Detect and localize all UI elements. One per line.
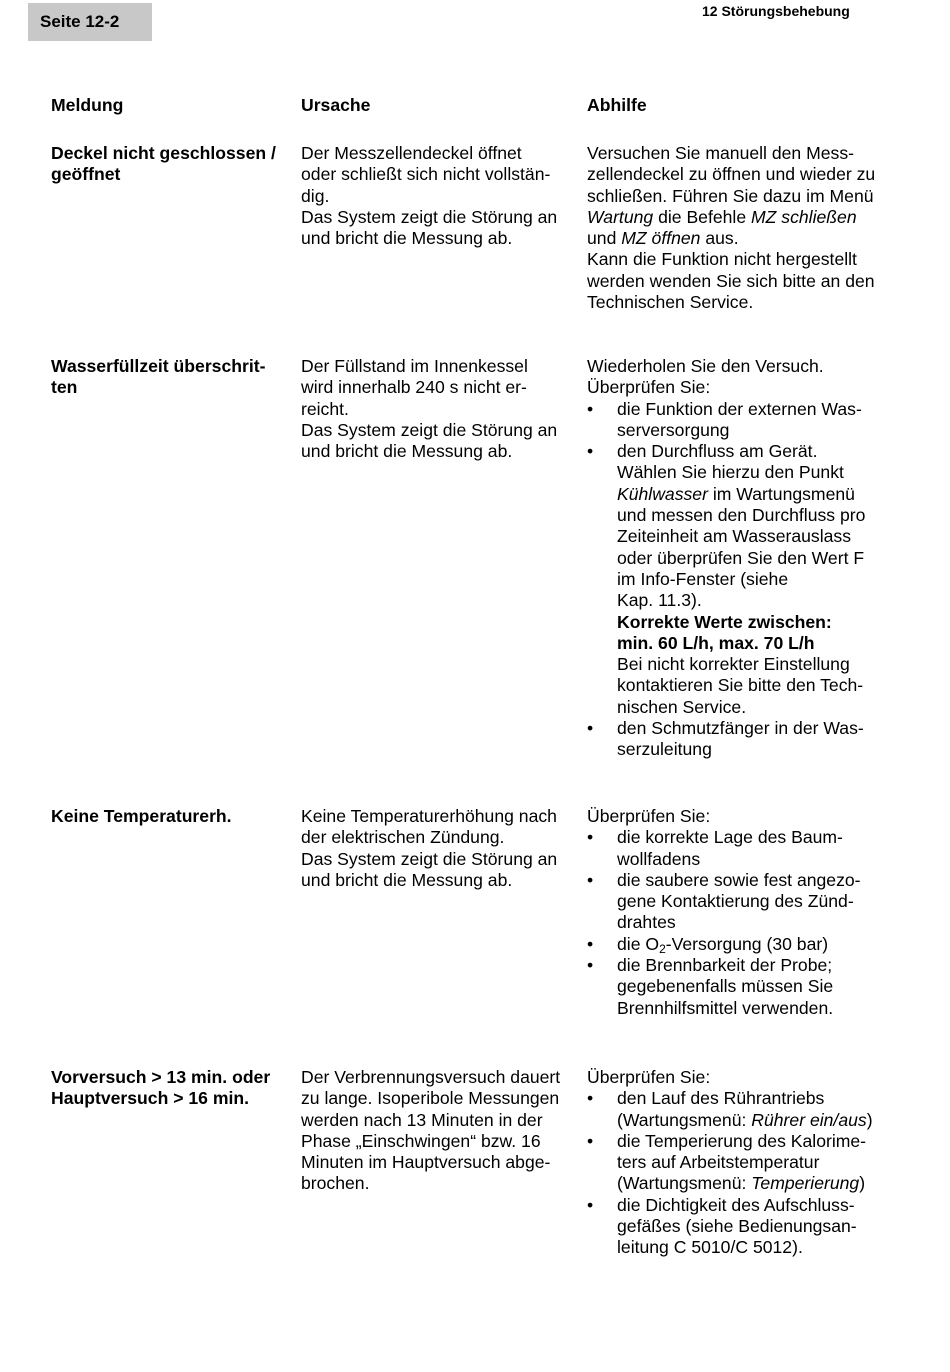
text-line: • die Funktion der externen Was- <box>617 398 862 419</box>
text-span: (Wartungsmenü: <box>617 1109 752 1130</box>
row-4-meldung <box>51 1067 296 1110</box>
text-line: • den Schmutzfänger in der Was- <box>617 718 864 739</box>
row-1-abhilfe <box>587 143 907 313</box>
text-line: Wiederholen Sie den Versuch. <box>587 356 824 376</box>
row-4-ursache <box>301 1067 583 1195</box>
text-line: Versuchen Sie manuell den Mess- <box>587 143 854 163</box>
text-line: werden wenden Sie sich bitte an den <box>587 270 875 291</box>
list-item <box>587 718 907 761</box>
list-item <box>587 827 907 870</box>
text-line: Überprüfen Sie: <box>587 806 711 826</box>
header-meldung: Meldung <box>51 95 124 115</box>
text-line: zu lange. Isoperibole Messungen <box>301 1088 560 1109</box>
text-line: Kann die Funktion nicht hergestellt <box>587 249 857 270</box>
chapter-title: 12 Störungsbehebung <box>702 3 850 19</box>
command-name: MZ schließen <box>751 206 857 227</box>
text-line: • die saubere sowie fest angezo- <box>617 869 861 890</box>
text-line: oder überprüfen Sie den Wert F <box>617 547 865 568</box>
text-line: ters auf Arbeitstemperatur <box>617 1152 820 1173</box>
text-line: schließen. Führen Sie dazu im Menü <box>587 185 874 206</box>
text-line: Der Verbrennungsversuch dauert <box>301 1067 561 1087</box>
list-item <box>587 441 907 718</box>
text-line: werden nach 13 Minuten in der <box>301 1109 543 1130</box>
text-line: und bricht die Messung ab. <box>301 869 513 890</box>
text-line: geöffnet <box>51 164 121 185</box>
row-3-meldung <box>51 806 296 827</box>
row-3-ursache <box>301 806 583 891</box>
text-line: Phase „Einschwingen“ bzw. 16 <box>301 1130 541 1151</box>
text-line: Wasserfüllzeit überschrit- <box>51 356 266 376</box>
page-number-badge: Seite 12-2 <box>28 3 152 41</box>
text-line: • die Brennbarkeit der Probe; <box>617 955 833 976</box>
row-1-ursache <box>301 143 583 249</box>
menu-entry: Temperierung <box>751 1173 860 1194</box>
text-line: dig. <box>301 185 330 206</box>
text-span: -Versorgung (30 bar) <box>665 933 829 954</box>
list-item <box>587 1131 907 1195</box>
text-line: • die Temperierung des Kalorime- <box>617 1130 867 1151</box>
text-span: im Wartungsmenü <box>707 483 855 504</box>
check-list <box>587 1088 907 1258</box>
text-line: Hauptversuch > 16 min. <box>51 1088 249 1109</box>
text-line: der elektrischen Zündung. <box>301 827 505 848</box>
list-item <box>587 399 907 442</box>
text-line: • den Lauf des Rührantriebs <box>617 1088 825 1109</box>
text-line: brochen. <box>301 1173 370 1194</box>
text-line: Korrekte Werte zwischen: <box>617 611 832 632</box>
text-line: Zeiteinheit am Wasserauslass <box>617 526 852 547</box>
text-span: die O <box>617 933 660 954</box>
text-span: (Wartungsmenü: <box>617 1173 752 1194</box>
text-line: und bricht die Messung ab. <box>301 228 513 249</box>
text-line: wollfadens <box>617 848 701 869</box>
text-line: und messen den Durchfluss pro <box>617 505 866 526</box>
text-line <box>617 934 907 955</box>
text-line: serversorgung <box>617 419 730 440</box>
text-line: Das System zeigt die Störung an <box>301 206 558 227</box>
menu-name: Wartung <box>587 206 654 227</box>
text-line: ten <box>51 377 78 398</box>
text-line <box>587 228 907 249</box>
header-abhilfe: Abhilfe <box>587 95 647 115</box>
text-line <box>617 1173 907 1194</box>
text-span: ) <box>859 1173 866 1194</box>
header-ursache: Ursache <box>301 95 371 115</box>
text-line: im Info-Fenster (siehe <box>617 568 789 589</box>
text-span: die Befehle <box>653 206 752 227</box>
text-line: nischen Service. <box>617 696 747 717</box>
text-line: Überprüfen Sie: <box>587 377 711 398</box>
text-line: kontaktieren Sie bitte den Tech- <box>617 675 864 696</box>
text-line <box>587 207 907 228</box>
text-line: min. 60 L/h, max. 70 L/h <box>617 632 815 653</box>
list-item <box>587 955 907 1019</box>
text-line: gefäßes (siehe Bedienungsan- <box>617 1216 857 1237</box>
list-item <box>587 1195 907 1259</box>
text-line: Bei nicht korrekter Einstellung <box>617 654 850 675</box>
text-line: Keine Temperaturerhöhung nach <box>301 806 557 826</box>
text-line: Der Füllstand im Innenkessel <box>301 356 528 376</box>
text-line: und bricht die Messung ab. <box>301 441 513 462</box>
text-line: Das System zeigt die Störung an <box>301 419 558 440</box>
text-line: zellendeckel zu öffnen und wieder zu <box>587 164 876 185</box>
text-line: Technischen Service. <box>587 292 754 313</box>
text-span: und <box>587 228 622 249</box>
row-3-abhilfe <box>587 806 907 1019</box>
text-line <box>617 484 907 505</box>
subscript: 2 <box>659 941 666 956</box>
text-line: Wählen Sie hierzu den Punkt <box>617 462 844 483</box>
text-line: • die Dichtigkeit des Aufschluss- <box>617 1194 855 1215</box>
text-line <box>617 1110 907 1131</box>
row-2-abhilfe <box>587 356 907 761</box>
text-line: serzuleitung <box>617 739 712 760</box>
text-line: Deckel nicht geschlossen / <box>51 143 276 163</box>
text-line: Überprüfen Sie: <box>587 1067 711 1087</box>
list-item <box>587 870 907 934</box>
text-line: Kap. 11.3). <box>617 590 702 611</box>
row-1-meldung <box>51 143 296 186</box>
check-list <box>587 827 907 1019</box>
text-line: • den Durchfluss am Gerät. <box>617 441 818 462</box>
row-2-meldung <box>51 356 296 399</box>
text-line: reicht. <box>301 398 349 419</box>
text-line: drahtes <box>617 912 676 933</box>
text-line: Minuten im Hauptversuch abge- <box>301 1152 551 1173</box>
text-line: leitung C 5010/C 5012). <box>617 1237 803 1258</box>
list-item <box>587 1088 907 1131</box>
command-name: MZ öffnen <box>621 228 701 249</box>
check-list <box>587 399 907 761</box>
text-span: aus. <box>700 228 739 249</box>
menu-entry: Rührer ein/aus <box>751 1109 867 1130</box>
text-line: gegebenenfalls müssen Sie <box>617 976 834 997</box>
text-line: oder schließt sich nicht vollstän- <box>301 164 551 185</box>
text-line: • die korrekte Lage des Baum- <box>617 827 843 848</box>
row-4-abhilfe <box>587 1067 907 1259</box>
menu-name: Kühlwasser <box>617 483 708 504</box>
text-line: Brennhilfsmittel verwenden. <box>617 997 834 1018</box>
text-line: Das System zeigt die Störung an <box>301 848 558 869</box>
text-line: Keine Temperaturerh. <box>51 806 232 826</box>
list-item <box>587 934 907 955</box>
text-line: wird innerhalb 240 s nicht er- <box>301 377 527 398</box>
row-2-ursache <box>301 356 583 462</box>
text-span: ) <box>866 1109 873 1130</box>
text-line: Vorversuch > 13 min. oder <box>51 1067 271 1087</box>
text-line: gene Kontaktierung des Zünd- <box>617 891 854 912</box>
text-line: Der Messzellendeckel öffnet <box>301 143 522 163</box>
